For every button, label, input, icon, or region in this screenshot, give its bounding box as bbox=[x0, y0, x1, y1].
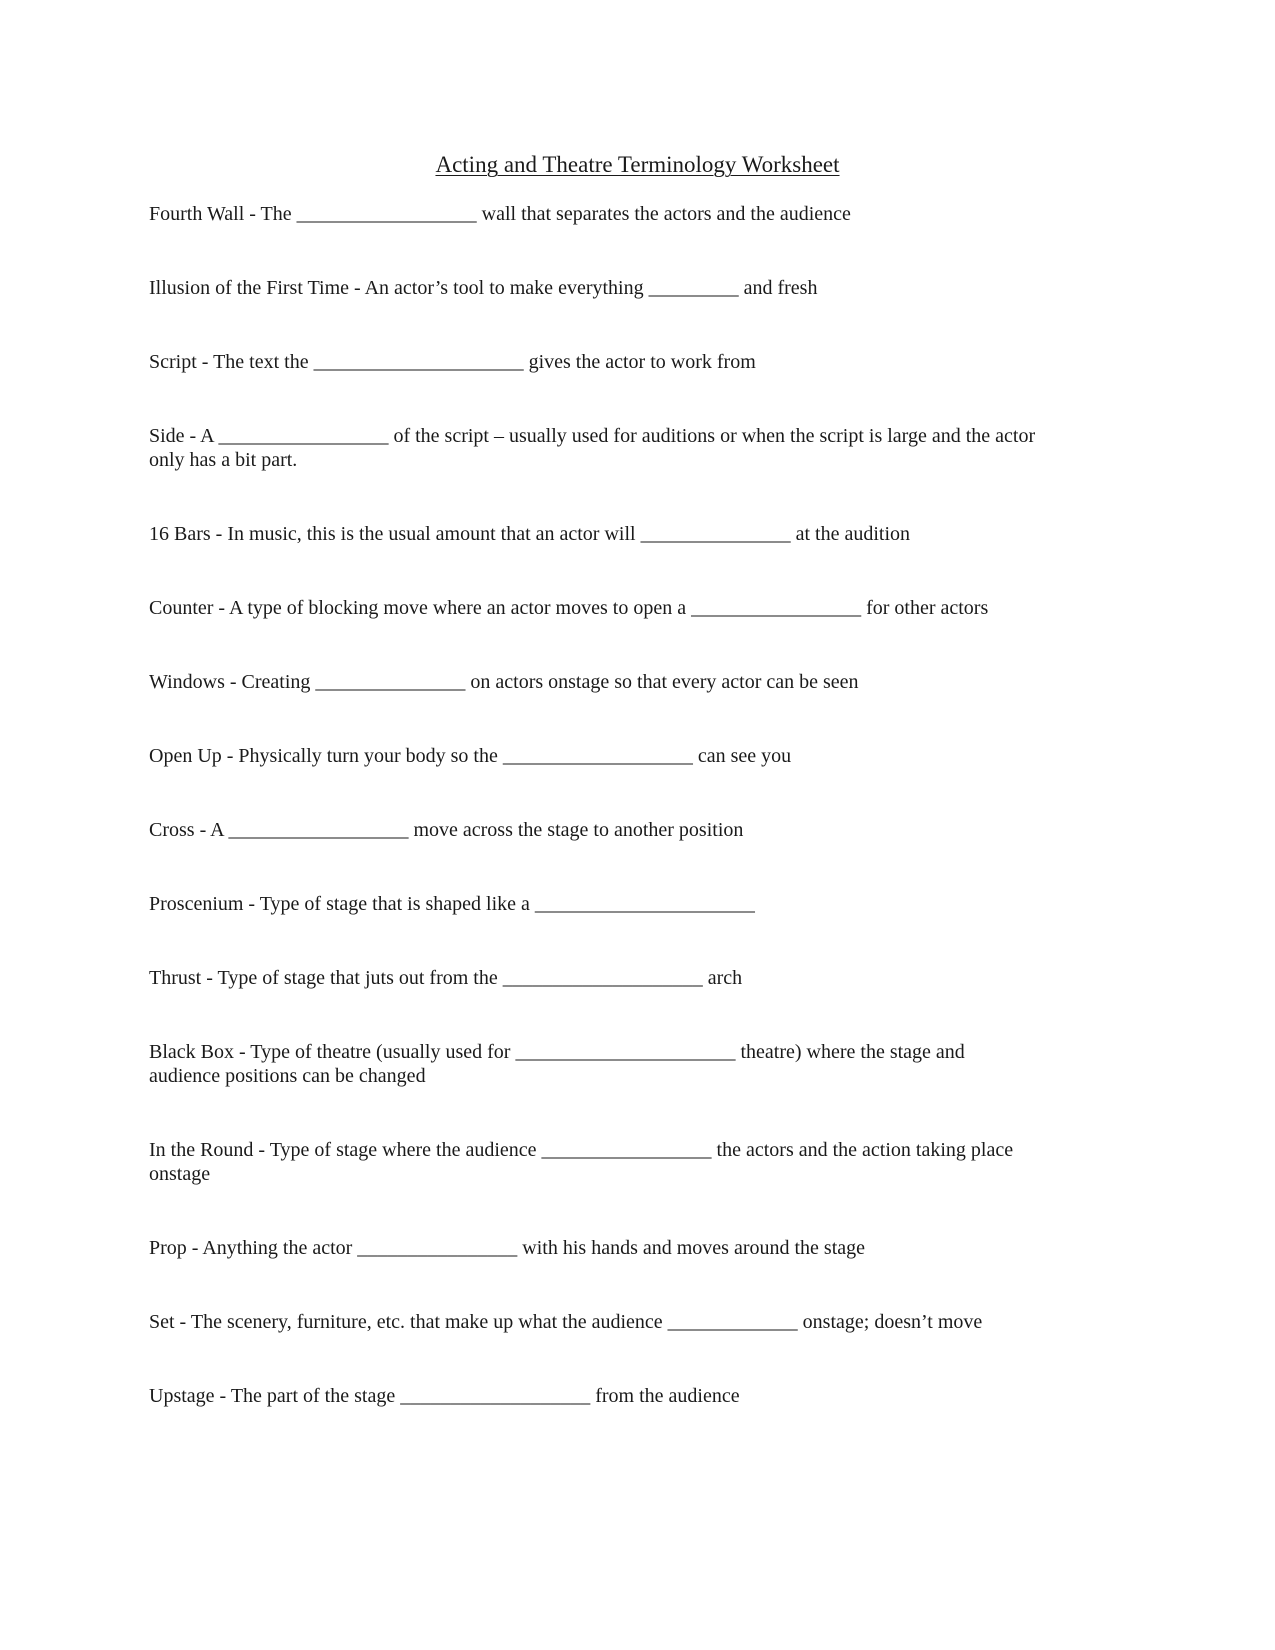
term-thrust: Thrust - Type of stage that juts out from the ____________________ arch bbox=[149, 967, 743, 989]
term-side: Side - A _________________ of the script – usually used for auditions or when the script is large and the actor only has a bit part. bbox=[149, 425, 1036, 471]
page-title bbox=[0, 150, 1275, 180]
term-proscenium: Proscenium - Type of stage that is shaped like a ______________________ bbox=[149, 893, 755, 915]
term-counter: Counter - A type of blocking move where an actor moves to open a _________________ for other actors bbox=[149, 597, 989, 619]
term-black-box: Black Box - Type of theatre (usually used for ______________________ theatre) where the stage and audience positions can be changed bbox=[149, 1041, 965, 1087]
term-16-bars: 16 Bars - In music, this is the usual amount that an actor will _______________ at the audition bbox=[149, 523, 910, 545]
page-title-text: Acting and Theatre Terminology Worksheet bbox=[435, 152, 840, 177]
term-open-up: Open Up - Physically turn your body so the ___________________ can see you bbox=[149, 745, 792, 767]
term-set: Set - The scenery, furniture, etc. that make up what the audience _____________ onstage; doesn’t move bbox=[149, 1311, 983, 1333]
term-upstage: Upstage - The part of the stage ___________________ from the audience bbox=[149, 1385, 740, 1407]
term-cross: Cross - A __________________ move across the stage to another position bbox=[149, 819, 744, 841]
term-illusion-first-time: Illusion of the First Time - An actor’s tool to make everything _________ and fresh bbox=[149, 277, 818, 299]
term-windows: Windows - Creating _______________ on actors onstage so that every actor can be seen bbox=[149, 671, 859, 693]
term-in-the-round: In the Round - Type of stage where the audience _________________ the actors and the action taking place onstage bbox=[149, 1139, 1014, 1185]
term-script: Script - The text the _____________________ gives the actor to work from bbox=[149, 351, 756, 373]
term-prop: Prop - Anything the actor ________________ with his hands and moves around the stage bbox=[149, 1237, 866, 1259]
term-fourth-wall: Fourth Wall - The __________________ wall that separates the actors and the audience bbox=[149, 203, 851, 225]
